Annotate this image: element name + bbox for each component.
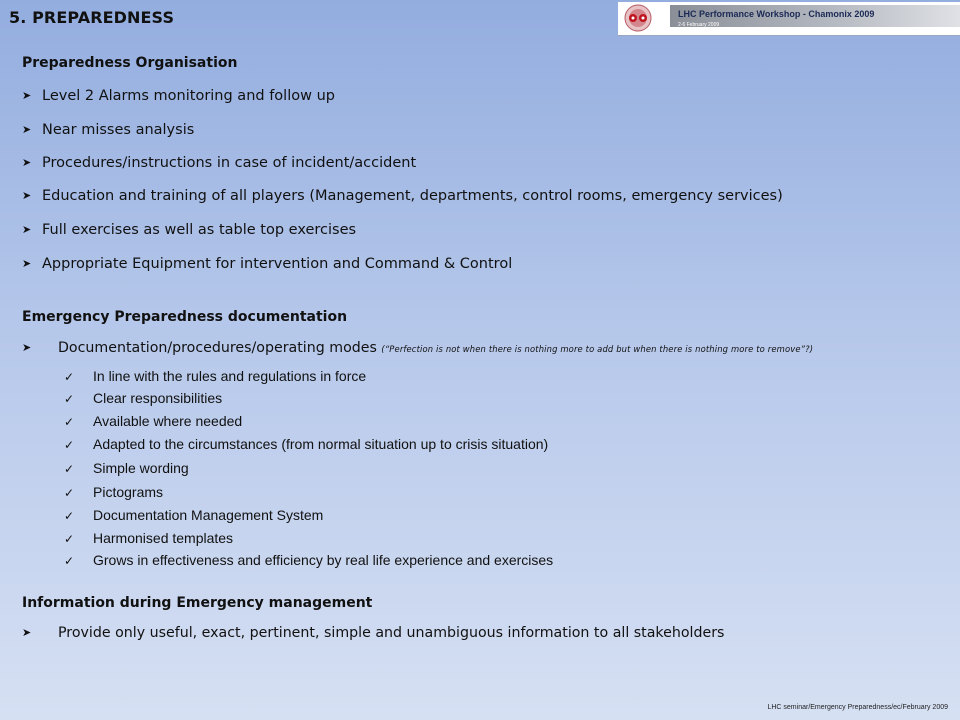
section-heading-documentation: Emergency Preparedness documentation [22, 309, 348, 325]
checkmark-icon: ✓ [64, 554, 75, 568]
list-item: ➤ Near misses analysis [22, 122, 195, 138]
checklist-item: ✓ In line with the rules and regulations in force [64, 368, 367, 384]
list-item: ➤ Provide only useful, exact, pertinent, simple and unambiguous information to all stakeholders [22, 625, 725, 641]
section-heading-organisation: Preparedness Organisation [22, 55, 238, 71]
section-heading-information: Information during Emergency management [22, 595, 373, 611]
checklist-item: ✓ Available where needed [64, 413, 243, 429]
arrow-bullet-icon: ➤ [22, 257, 32, 270]
list-item: ➤ Full exercises as well as table top exercises [22, 222, 357, 238]
arrow-bullet-icon: ➤ [22, 223, 32, 236]
documentation-item-label: Documentation/procedures/operating modes [58, 340, 377, 356]
footer-text: LHC seminar/Emergency Preparedness/ec/February 2009 [767, 704, 948, 711]
documentation-quote: (“Perfection is not when there is nothing more to add but when there is nothing more to remove”?) [381, 344, 814, 354]
checklist-item: ✓ Clear responsibilities [64, 390, 223, 406]
checklist-item: ✓ Pictograms [64, 484, 164, 500]
checkmark-icon: ✓ [64, 438, 75, 452]
workshop-banner [618, 2, 960, 36]
documentation-item [22, 340, 813, 360]
list-item: ➤ Procedures/instructions in case of incident/accident [22, 155, 417, 171]
list-item: ➤ Level 2 Alarms monitoring and follow up [22, 88, 335, 104]
checkmark-icon: ✓ [64, 370, 75, 384]
slide-title: 5. PREPAREDNESS [9, 8, 175, 27]
checklist-item: ✓ Grows in effectiveness and efficiency by real life experience and exercises [64, 552, 554, 568]
banner-date: 2-6 February 2009 [678, 22, 720, 28]
arrow-bullet-icon: ➤ [22, 189, 32, 202]
checkmark-icon: ✓ [64, 415, 75, 429]
list-item: ➤ Education and training of all players (Management, departments, control rooms, emergency services) [22, 188, 783, 204]
arrow-bullet-icon: ➤ [22, 156, 32, 169]
checklist-item: ✓ Harmonised templates [64, 530, 234, 546]
checkmark-icon: ✓ [64, 509, 75, 523]
checkmark-icon: ✓ [64, 392, 75, 406]
checklist-item: ✓ Documentation Management System [64, 507, 324, 523]
arrow-bullet-icon: ➤ [22, 341, 32, 354]
checklist-item: ✓ Adapted to the circumstances (from normal situation up to crisis situation) [64, 436, 549, 452]
arrow-bullet-icon: ➤ [22, 626, 32, 639]
checklist-item: ✓ Simple wording [64, 460, 189, 476]
checkmark-icon: ✓ [64, 532, 75, 546]
workshop-logo-icon [620, 3, 656, 33]
checkmark-icon: ✓ [64, 486, 75, 500]
arrow-bullet-icon: ➤ [22, 123, 32, 136]
checkmark-icon: ✓ [64, 462, 75, 476]
banner-title: LHC Performance Workshop - Chamonix 2009 [678, 9, 875, 19]
list-item: ➤ Appropriate Equipment for intervention and Command & Control [22, 256, 513, 272]
arrow-bullet-icon: ➤ [22, 89, 32, 102]
